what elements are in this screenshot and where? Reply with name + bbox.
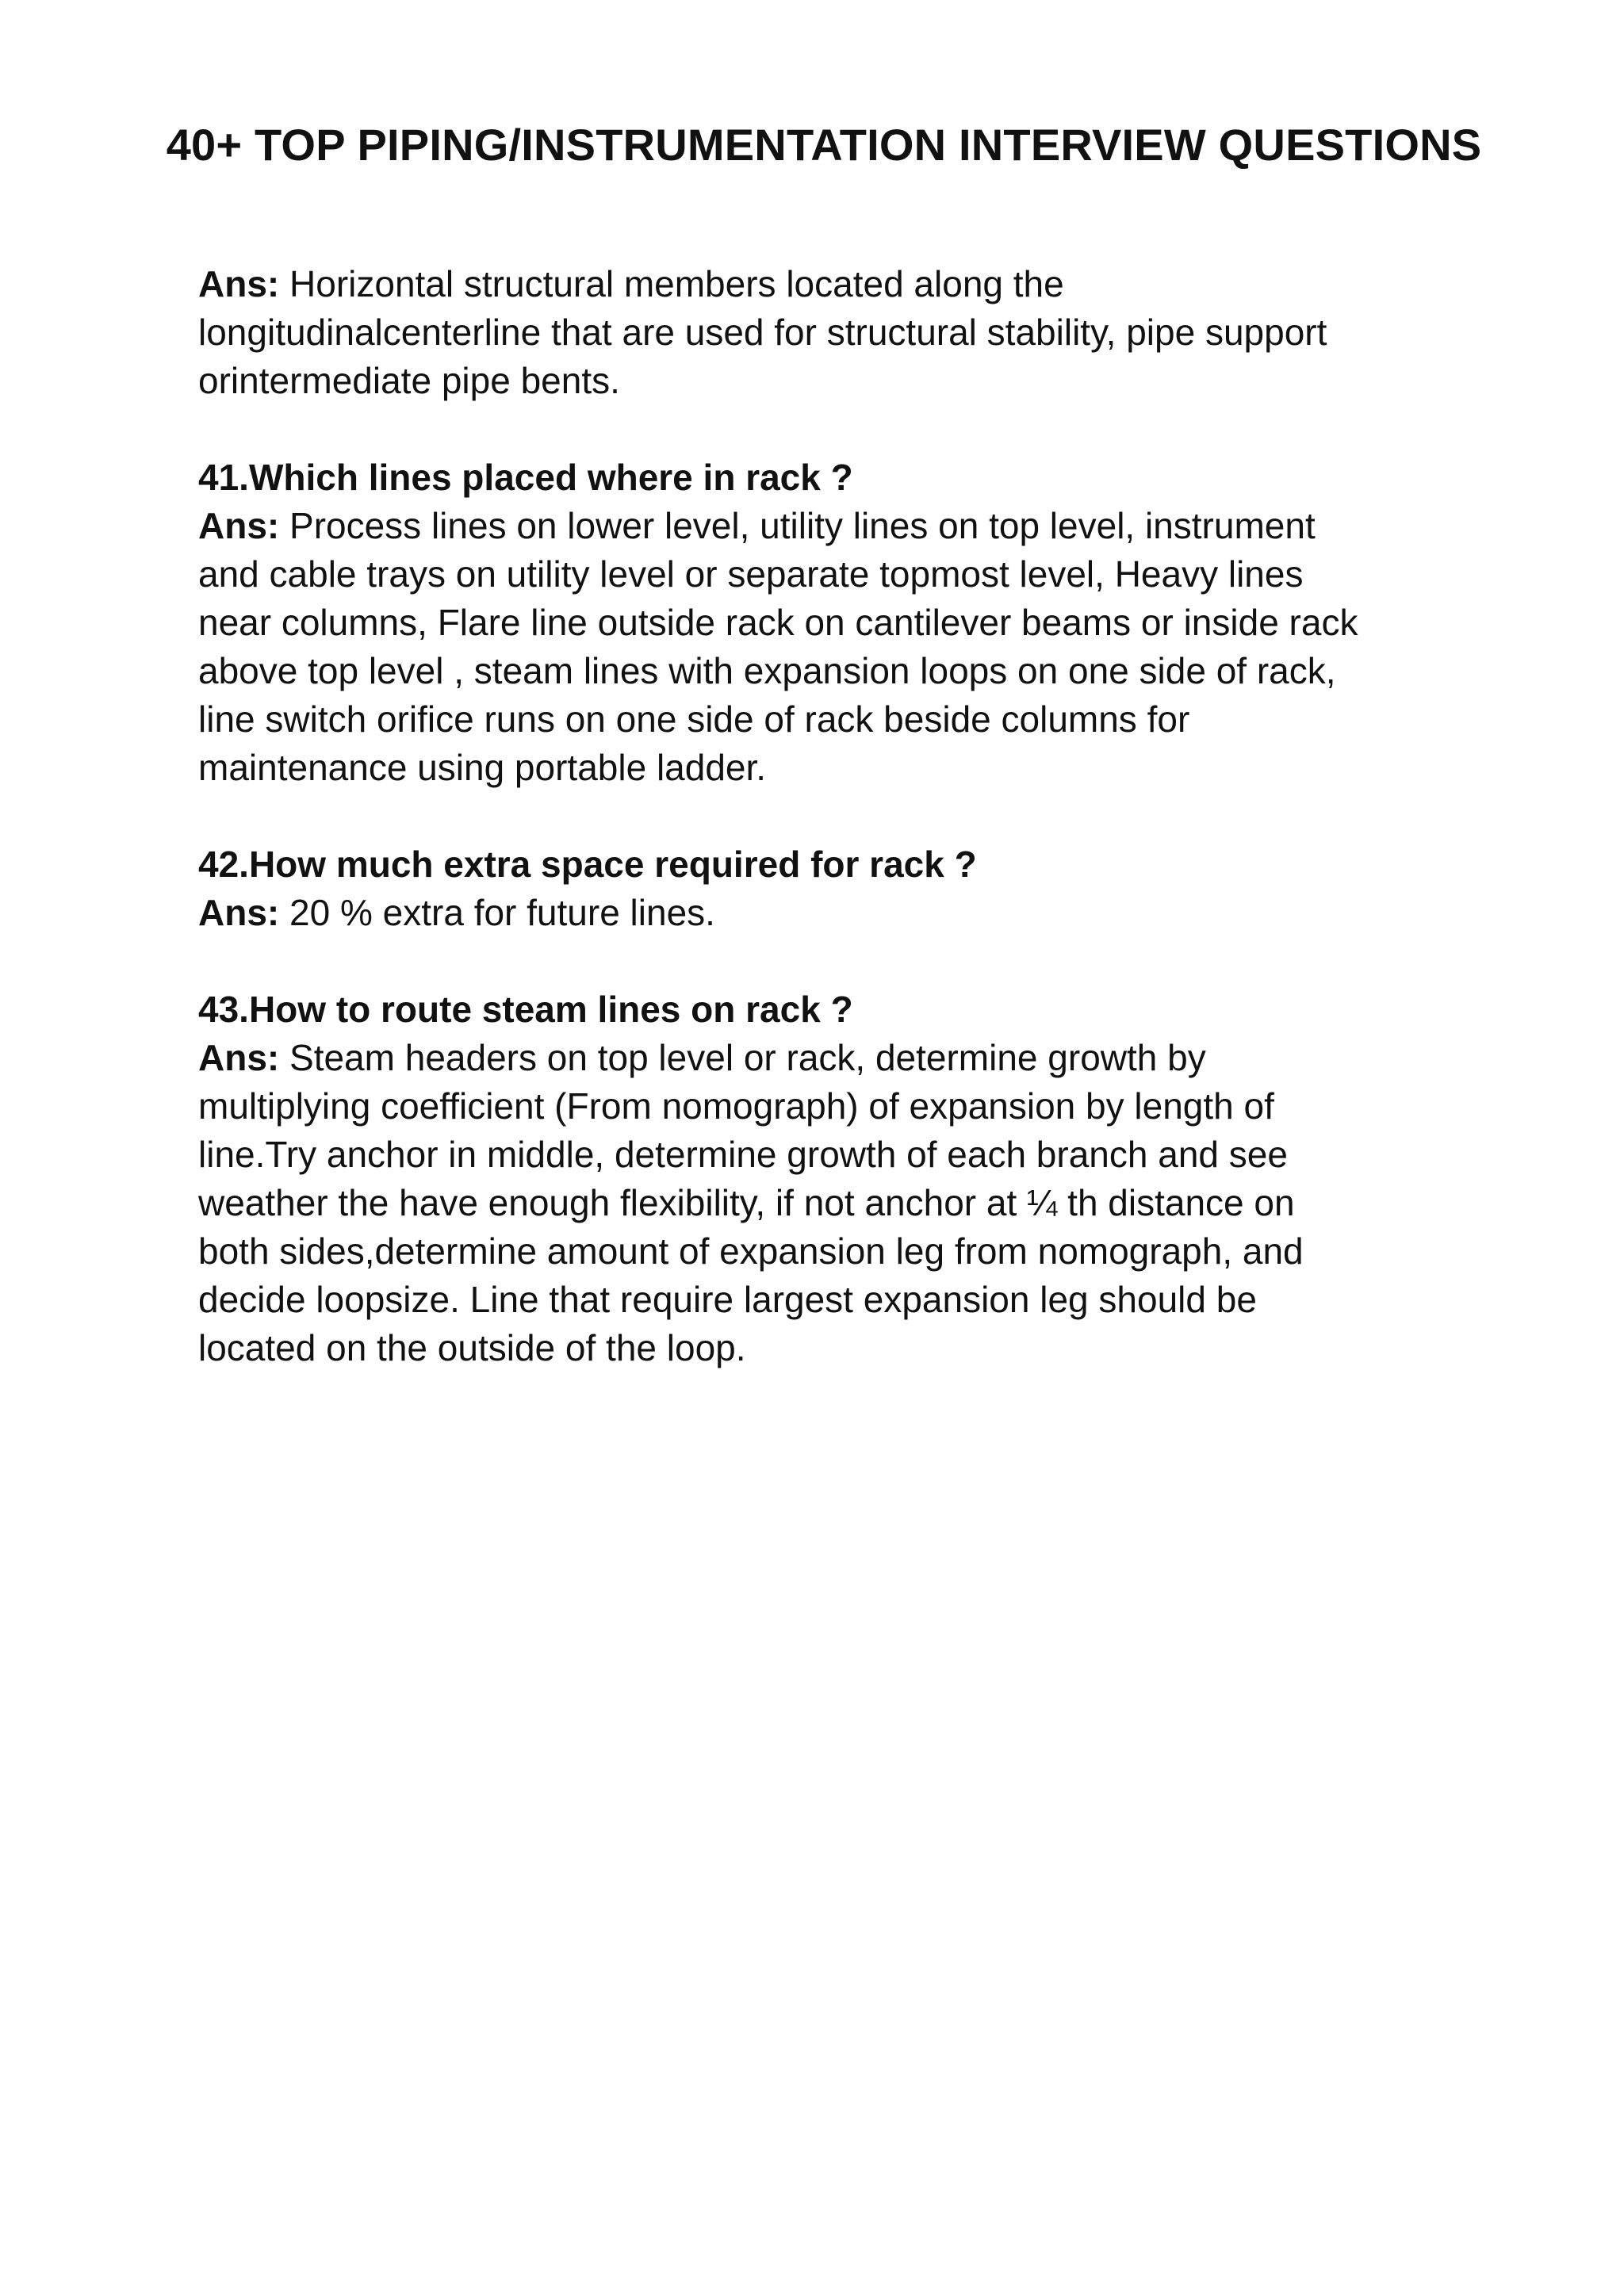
paragraph-spacer	[198, 937, 1515, 985]
question-43: 43.How to route steam lines on rack ?	[198, 989, 853, 1030]
intro-answer	[198, 260, 1515, 405]
answer-line: Horizontal structural members located along the	[289, 263, 1064, 304]
answer-43	[198, 1034, 1515, 1372]
answer-line: line switch orifice runs on one side of rack beside columns for	[198, 698, 1190, 740]
answer-line: decide loopsize. Line that require largest expansion leg should be	[198, 1279, 1257, 1320]
answer-label: Ans:	[198, 1037, 280, 1078]
answer-line: orintermediate pipe bents.	[198, 360, 620, 401]
paragraph-spacer	[198, 792, 1515, 840]
page-title: 40+ TOP PIPING/INSTRUMENTATION INTERVIEW QUESTIONS	[166, 120, 1482, 170]
answer-line: line.Try anchor in middle, determine growth of each branch and see	[198, 1134, 1288, 1175]
answer-line: near columns, Flare line outside rack on cantilever beams or inside rack	[198, 602, 1358, 643]
question-42: 42.How much extra space required for rack ?	[198, 844, 977, 885]
answer-line: Steam headers on top level or rack, determine growth by	[289, 1037, 1206, 1078]
answer-line: and cable trays on utility level or separate topmost level, Heavy lines	[198, 553, 1304, 595]
answer-41	[198, 502, 1515, 792]
answer-line: above top level , steam lines with expansion loops on one side of rack,	[198, 650, 1336, 691]
document-content	[198, 260, 1515, 1372]
answer-line: maintenance using portable ladder.	[198, 747, 767, 788]
answer-line: located on the outside of the loop.	[198, 1327, 746, 1368]
answer-line: 20 % extra for future lines.	[289, 892, 715, 933]
answer-label: Ans:	[198, 263, 280, 304]
answer-line: longitudinalcenterline that are used for structural stability, pipe support	[198, 312, 1327, 353]
answer-line: weather the have enough flexibility, if not anchor at ¼ th distance on	[198, 1182, 1295, 1223]
paragraph-spacer	[198, 405, 1515, 453]
answer-label: Ans:	[198, 892, 280, 933]
answer-42	[198, 889, 1515, 937]
answer-line: multiplying coefficient (From nomograph) of expansion by length of	[198, 1085, 1274, 1127]
question-41: 41.Which lines placed where in rack ?	[198, 457, 853, 498]
answer-line: Process lines on lower level, utility lines on top level, instrument	[289, 505, 1316, 546]
answer-line: both sides,determine amount of expansion leg from nomograph, and	[198, 1230, 1304, 1272]
answer-label: Ans:	[198, 505, 280, 546]
